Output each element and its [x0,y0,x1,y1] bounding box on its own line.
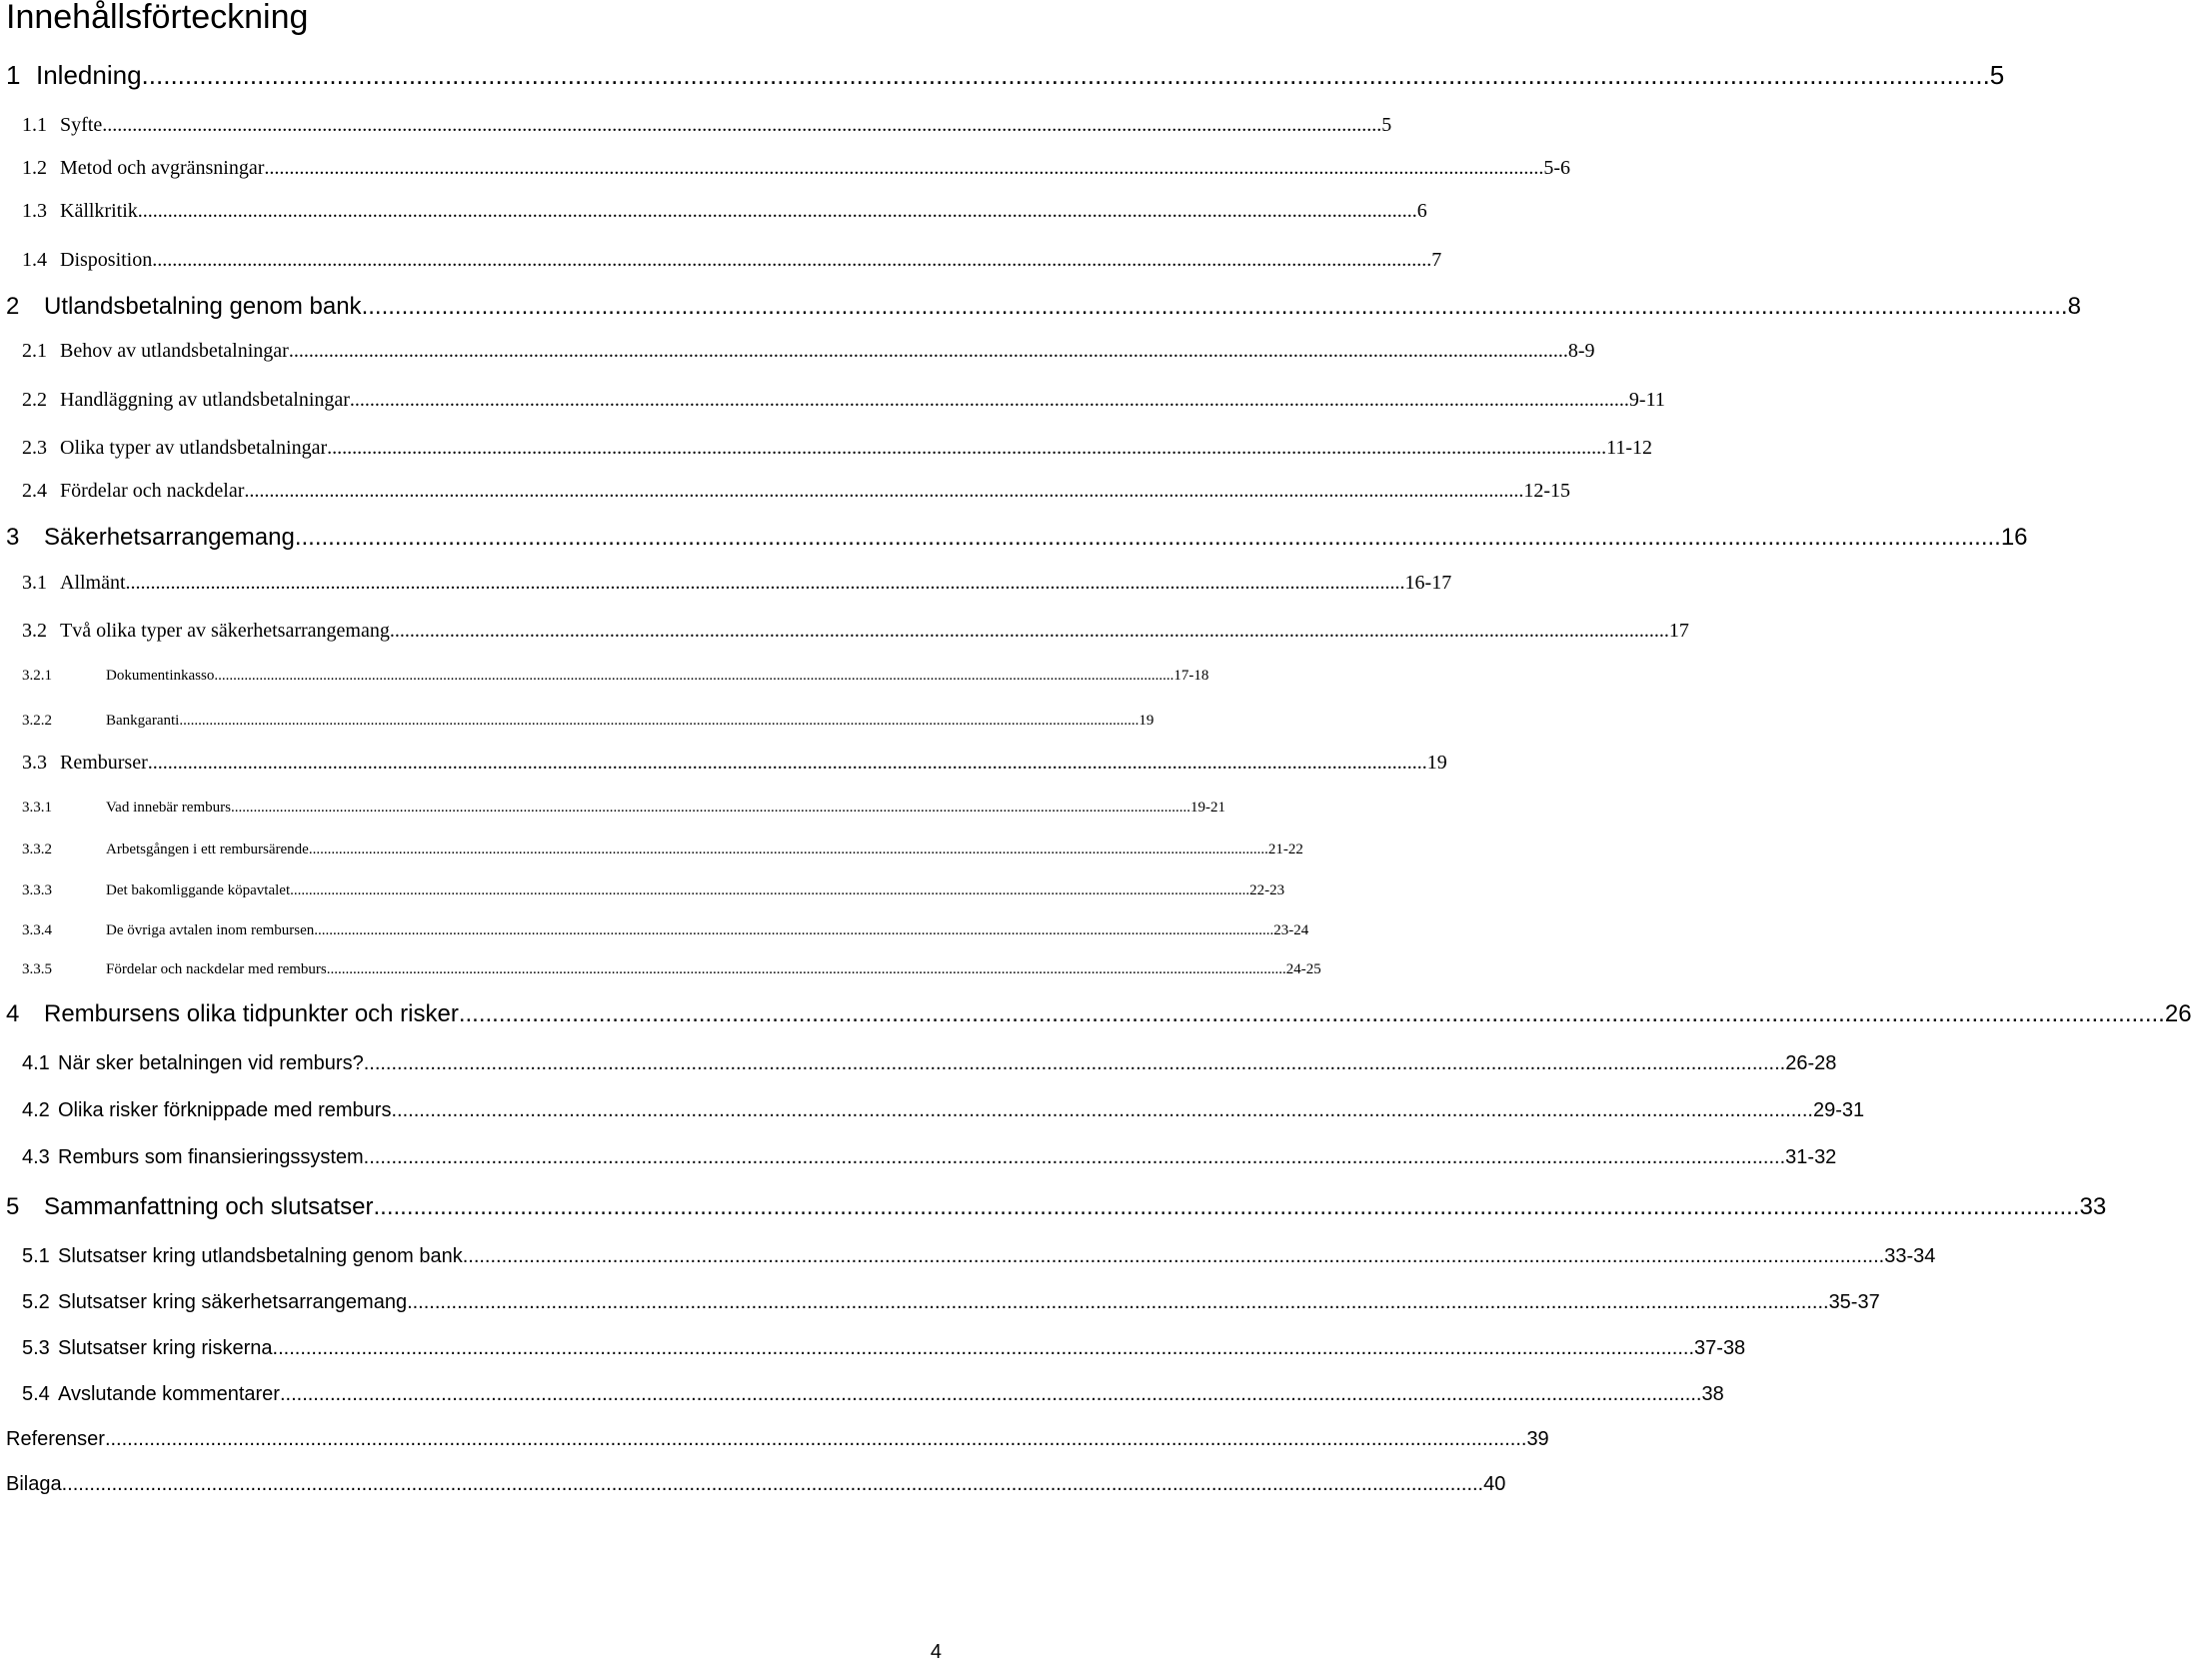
toc-entry-number: 4.1 [22,1052,50,1074]
dot-leader: ................................................................................................................................................................................................................................................................ [407,1291,1829,1313]
dot-leader: ................................................................................................................................................................................................................................................................ [264,157,1544,179]
dot-leader: ................................................................................................................................................................................................................................................................ [294,524,2001,551]
toc-entry-number: 1 [6,60,21,90]
toc-entry[interactable] [22,1245,1936,1268]
toc-entry-title: Metod och avgränsningar [60,157,265,179]
dot-leader: ................................................................................................................................................................................................................................................................ [230,800,1190,816]
toc-entry-page: 26 [2164,1000,2192,1027]
dot-leader: ................................................................................................................................................................................................................................................................ [462,1245,1885,1267]
toc-entry[interactable] [22,1337,1746,1360]
toc-entry-number: 1.1 [22,114,47,136]
toc-entry-number: 4.2 [22,1099,50,1121]
dot-leader: ................................................................................................................................................................................................................................................................ [279,1383,1702,1405]
toc-entry-title: Slutsatser kring utlandsbetalning genom bank [58,1245,463,1267]
toc-entry-title: Syfte [60,114,103,136]
toc-entry[interactable] [6,1428,1549,1451]
toc-entry-number: 2.4 [22,480,47,502]
toc-entry[interactable] [22,841,1303,858]
toc-entry-number: 2.1 [22,340,47,362]
toc-entry-title: Dokumentinkasso [106,668,215,684]
toc-entry[interactable] [22,480,1571,503]
toc-entry-title: Fördelar och nackdelar med remburs [106,961,327,977]
toc-entry-number: 3.2.2 [22,713,52,729]
toc-entry-page: 29-31 [1812,1099,1865,1121]
toc-entry-number: 3.3 [22,752,47,774]
toc-entry-page: 5-6 [1543,157,1571,179]
toc-entry-page: 33-34 [1884,1245,1936,1267]
toc-entry-page: 16-17 [1404,572,1452,594]
toc-entry-title: Slutsatser kring riskerna [58,1337,273,1359]
dot-leader: ................................................................................................................................................................................................................................................................ [214,668,1174,684]
toc-entry-page: 17-18 [1173,668,1209,684]
toc-entry-number: 4 [6,1000,20,1027]
toc-entry[interactable] [6,1193,2107,1221]
toc-entry-title: Olika risker förknippade med remburs [58,1099,392,1121]
toc-entry-title: Rembursens olika tidpunkter och risker [44,1000,459,1027]
toc-entry-number: 5 [6,1193,20,1220]
toc-entry-page: 8-9 [1567,340,1595,362]
toc-entry[interactable] [22,389,1665,412]
toc-entry-title: Vad innebär remburs [106,800,231,816]
toc-entry[interactable] [22,1291,1880,1314]
toc-entry[interactable] [22,800,1225,817]
toc-entry-title: När sker betalningen vid remburs? [58,1052,364,1074]
toc-entry-title: Det bakomliggande köpavtalet [106,882,291,898]
toc-entry-page: 9-11 [1628,389,1665,411]
dot-leader: ................................................................................................................................................................................................................................................................ [363,1146,1786,1168]
toc-entry[interactable] [22,1146,1837,1169]
toc-entry-page: 39 [1526,1428,1549,1450]
dot-leader: ................................................................................................................................................................................................................................................................ [326,961,1286,977]
dot-leader: ................................................................................................................................................................................................................................................................ [125,572,1405,594]
toc-entry-page: 17 [1668,620,1689,642]
toc-entry-number: 3.3.2 [22,841,52,857]
toc-entry-number: 1.2 [22,157,47,179]
toc-entry-number: 3.3.3 [22,882,52,898]
toc-entry-page: 35-37 [1828,1291,1880,1313]
toc-entry-title: Bilaga [6,1473,62,1495]
toc-entry-title: Avslutande kommentarer [58,1383,280,1405]
toc-entry-number: 2.2 [22,389,47,411]
toc-entry[interactable] [6,60,2005,91]
toc-entry[interactable] [22,157,1571,180]
toc-entry-page: 37-38 [1694,1337,1746,1359]
toc-entry-page: 8 [2067,293,2081,320]
toc-entry[interactable] [6,1000,2192,1028]
toc-entry-number: 5.3 [22,1337,50,1359]
toc-entry-page: 5 [1989,60,2005,90]
toc-entry[interactable] [22,620,1689,643]
toc-entry-number: 5.4 [22,1383,50,1405]
toc-entry-title: Säkerhetsarrangemang [44,524,295,551]
toc-entry-number: 3.3.1 [22,800,52,816]
toc-entry-title: Bankgaranti [106,713,180,729]
toc-entry-number: 2 [6,293,20,320]
dot-leader: ................................................................................................................................................................................................................................................................ [290,882,1250,898]
toc-entry[interactable] [22,1052,1837,1075]
toc-entry-title: Slutsatser kring säkerhetsarrangemang [58,1291,408,1313]
dot-leader: ................................................................................................................................................................................................................................................................ [152,249,1432,271]
toc-entry[interactable] [22,249,1442,272]
dot-leader: ................................................................................................................................................................................................................................................................ [272,1337,1695,1359]
toc-entry[interactable] [6,293,2081,321]
toc-entry-page: 38 [1701,1383,1724,1405]
toc-entry-page: 40 [1483,1473,1506,1495]
toc-entry-number: 3.2 [22,620,47,642]
toc-entry-page: 21-22 [1267,841,1303,857]
toc-entry[interactable] [22,922,1309,939]
toc-entry-title: Två olika typer av säkerhetsarrangemang [60,620,390,642]
toc-entry-number: 3 [6,524,20,551]
toc-entry-title: Sammanfattning och slutsatser [44,1193,374,1220]
toc-entry-number: 3.3.4 [22,922,52,938]
dot-leader: ................................................................................................................................................................................................................................................................ [244,480,1524,502]
toc-entry-title: Behov av utlandsbetalningar [60,340,289,362]
toc-entry-title: Inledning [36,60,142,90]
toc-entry-number: 3.1 [22,572,47,594]
toc-entry-number: 5.1 [22,1245,50,1267]
toc-entry[interactable] [22,882,1285,899]
toc-entry-number: 1.3 [22,200,47,222]
toc-entry-title: Handläggning av utlandsbetalningar [60,389,350,411]
dot-leader: ................................................................................................................................................................................................................................................................ [458,1000,2165,1027]
toc-entry-page: 31-32 [1785,1146,1837,1168]
toc-entry-title: Olika typer av utlandsbetalningar [60,437,328,459]
dot-leader: ................................................................................................................................................................................................................................................................ [104,1428,1527,1450]
toc-entry[interactable] [6,1473,1506,1496]
toc-entry-title: De övriga avtalen inom rembursen [106,922,315,938]
toc-entry-number: 2.3 [22,437,47,459]
toc-entry[interactable] [22,1383,1724,1406]
toc-entry[interactable] [22,713,1154,730]
toc-entry[interactable] [22,752,1447,775]
toc-entry-number: 3.2.1 [22,668,52,684]
toc-entry[interactable] [22,961,1321,978]
dot-leader: ................................................................................................................................................................................................................................................................ [361,293,2068,320]
toc-entry-page: 5 [1381,114,1392,136]
toc-entry-page: 19-21 [1189,800,1225,816]
dot-leader: ................................................................................................................................................................................................................................................................ [314,922,1274,938]
toc-entry-number: 3.3.5 [22,961,52,977]
dot-leader: ................................................................................................................................................................................................................................................................ [137,200,1417,222]
toc-entry-page: 19 [1426,752,1447,774]
dot-leader: ................................................................................................................................................................................................................................................................ [389,620,1669,642]
toc-entry-number: 5.2 [22,1291,50,1313]
dot-leader: ................................................................................................................................................................................................................................................................ [179,713,1139,729]
toc-entry-title: Remburs som finansieringssystem [58,1146,364,1168]
dot-leader: ................................................................................................................................................................................................................................................................ [147,752,1427,774]
toc-entry-page: 22-23 [1249,882,1285,898]
toc-entry-page: 33 [2079,1193,2107,1220]
toc-entry-number: 4.3 [22,1146,50,1168]
dot-leader: ................................................................................................................................................................................................................................................................ [373,1193,2080,1220]
toc-entry[interactable] [6,524,2028,552]
page-title: Innehållsförteckning [6,0,309,36]
toc-entry-number: 1.4 [22,249,47,271]
dot-leader: ................................................................................................................................................................................................................................................................ [391,1099,1813,1121]
toc-entry-page: 19 [1138,713,1154,729]
toc-entry[interactable] [22,572,1452,595]
dot-leader: ................................................................................................................................................................................................................................................................ [308,841,1268,857]
toc-entry-title: Remburser [60,752,148,774]
toc-entry-title: Utlandsbetalning genom bank [44,293,362,320]
dot-leader: ................................................................................................................................................................................................................................................................ [363,1052,1786,1074]
toc-entry[interactable] [22,340,1595,363]
dot-leader: ................................................................................................................................................................................................................................................................ [141,60,1990,90]
toc-entry-page: 16 [2000,524,2028,551]
toc-entry-title: Allmänt [60,572,126,594]
dot-leader: ................................................................................................................................................................................................................................................................ [288,340,1568,362]
toc-entry[interactable] [22,1099,1865,1122]
toc-entry-page: 11-12 [1606,437,1653,459]
toc-entry[interactable] [22,437,1653,460]
dot-leader: ................................................................................................................................................................................................................................................................ [327,437,1607,459]
toc-entry-page: 23-24 [1273,922,1309,938]
toc-entry-title: Arbetsgången i ett rembursärende [106,841,309,857]
toc-entry-page: 7 [1431,249,1442,271]
dot-leader: ................................................................................................................................................................................................................................................................ [61,1473,1484,1495]
toc-entry[interactable] [22,200,1427,223]
toc-entry[interactable] [22,668,1209,685]
toc-entry-title: Referenser [6,1428,105,1450]
dot-leader: ................................................................................................................................................................................................................................................................ [102,114,1382,136]
toc-entry-page: 6 [1416,200,1427,222]
page-number: 4 [930,1641,942,1663]
toc-entry[interactable] [22,114,1392,137]
toc-entry-title: Fördelar och nackdelar [60,480,245,502]
toc-entry-title: Källkritik [60,200,138,222]
toc-entry-title: Disposition [60,249,153,271]
toc-entry-page: 24-25 [1285,961,1321,977]
toc-entry-page: 26-28 [1785,1052,1837,1074]
toc-entry-page: 12-15 [1523,480,1571,502]
dot-leader: ................................................................................................................................................................................................................................................................ [349,389,1629,411]
